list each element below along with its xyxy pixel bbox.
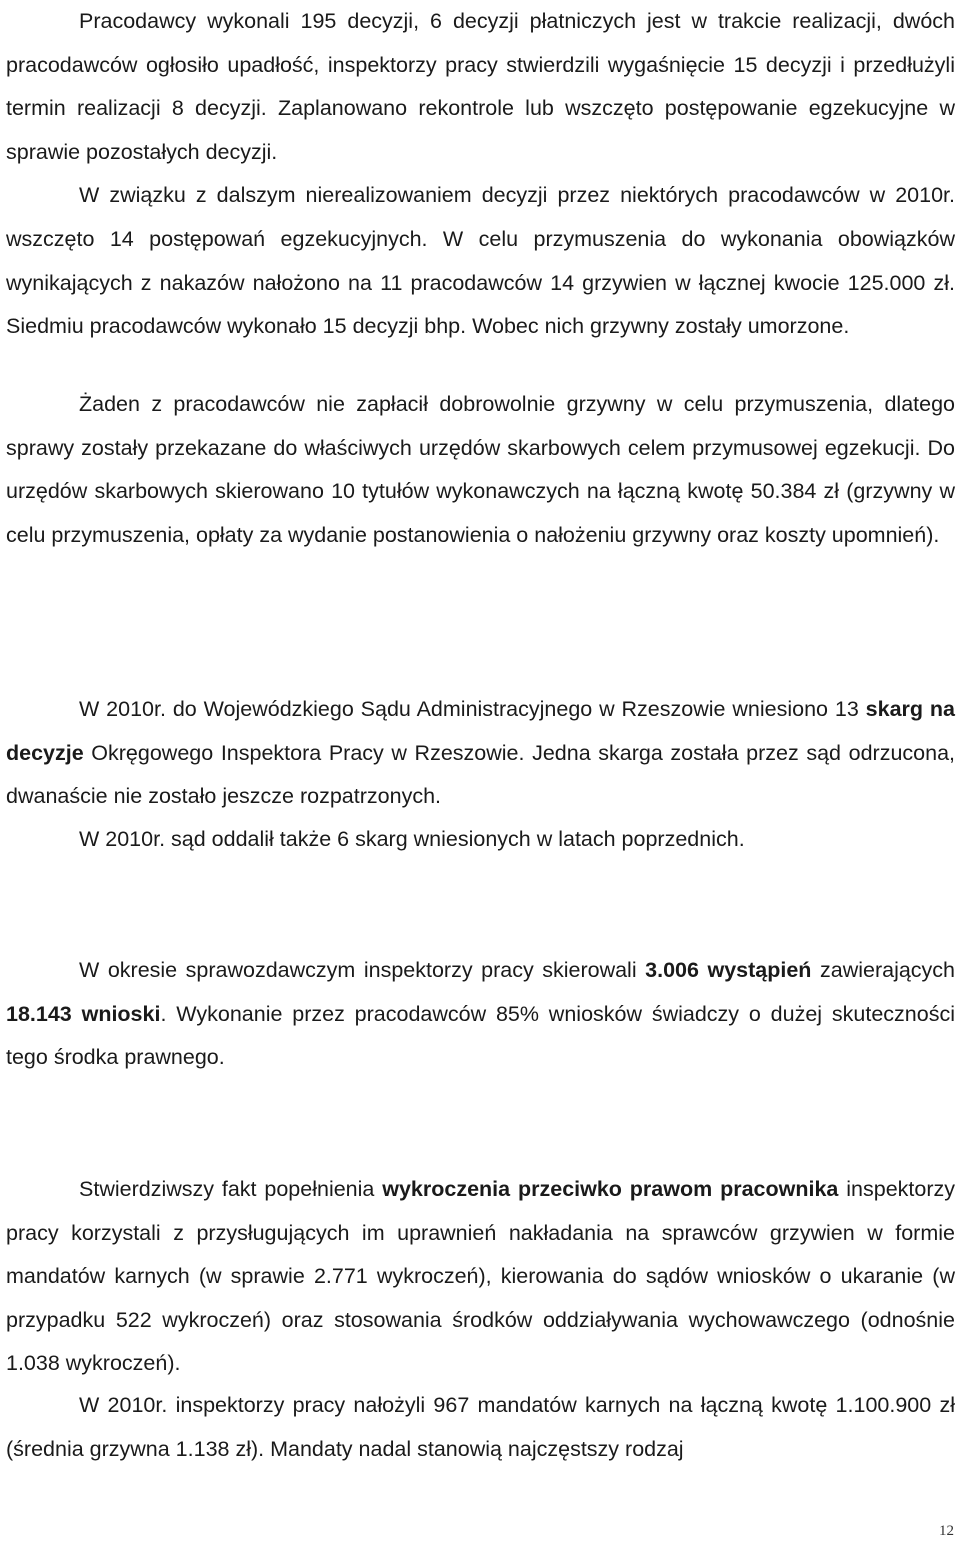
text-run: W okresie sprawozdawczym inspektorzy pracy skierowali (79, 958, 646, 982)
paragraph-enforcement-proceedings: W związku z dalszym nierealizowaniem decyzji przez niektórych pracodawców w 2010r. wszczęto 14 postępowań egzekucyjnych. W celu przymuszenia do wykonania obowiązków wynikających z nakazów nałożono na 11 pracodawców 14 grzywien w łącznej kwocie 125.000 zł. Siedmiu pracodawców wykonało 15 decyzji bhp. Wobec nich grzywny zostały umorzone. (6, 183, 955, 339)
paragraph-fines-transfer: Żaden z pracodawców nie zapłacił dobrowolnie grzywny w celu przymuszenia, dlatego sprawy zostały przekazane do właściwych urzędów skarbowych celem przymusowej egzekucji. Do urzędów skarbowych skierowano 10 tytułów wykonawczych na łączną kwotę 50.384 zł (grzywny w celu przymuszenia, opłaty za wydanie postanowienia o nałożeniu grzywny oraz koszty upomnień). (6, 392, 955, 547)
paragraph-decisions (6, 0, 955, 349)
text-run: Stwierdziwszy fakt popełnienia (79, 1177, 383, 1201)
text-run: inspektorzy pracy korzystali z przysługujących im uprawnień nakładania na sprawców grzywien w formie mandatów karnych (w sprawie 2.771 wykroczeń), kierowania do sądów wniosków o ukaranie (w przypadku 522 wykroczeń) oraz stosowania środków oddziaływania wychowawczego (odnośnie 1.038 wykroczeń). (6, 1177, 955, 1376)
bold-term-offences: wykroczenia przeciwko prawom pracownika (382, 1177, 839, 1201)
text-run: . Wykonanie przez pracodawców 85% wniosków świadczy o dużej skuteczności tego środka prawnego. (6, 1001, 955, 1070)
paragraph-fines-imposed: W 2010r. inspektorzy pracy nałożyli 967 mandatów karnych na łączną kwotę 1.100.900 zł (średnia grzywna 1.138 zł). Mandaty nadal stanowią najczęstszy rodzaj (6, 1393, 955, 1461)
paragraph-decisions-executed: Pracodawcy wykonali 195 decyzji, 6 decyzji płatniczych jest w trakcie realizacji, dwóch pracodawców ogłosiło upadłość, inspektorzy pracy stwierdzili wygaśnięcie 15 decyzji i przedłużyli termin realizacji 8 decyzji. Zaplanowano rekontrole lub wszczęto postępowanie egzekucyjne w sprawie pozostałych decyzji. (6, 9, 955, 164)
bold-count-motions: 3.006 wystąpień (645, 958, 812, 982)
text-run: Okręgowego Inspektora Pracy w Rzeszowie. Jedna skarga została przez sąd odrzucona, dwanaście nie zostało jeszcze rozpatrzonych. (6, 740, 955, 809)
paragraph-offences (6, 1168, 955, 1386)
bold-count-requests: 18.143 wnioski (6, 1001, 161, 1026)
paragraph-motions (6, 949, 955, 1080)
text-run: zawierających (811, 958, 956, 982)
page-number: 12 (939, 1523, 954, 1539)
paragraph-court-complaints (6, 688, 955, 819)
paragraph-dismissed-complaints: W 2010r. sąd oddalił także 6 skarg wniesionych w latach poprzednich. (79, 827, 745, 851)
text-run: W 2010r. do Wojewódzkiego Sądu Administracyjnego w Rzeszowie wniesiono 13 (79, 697, 866, 721)
bold-term-complaints: skarg na decyzje (6, 697, 955, 765)
